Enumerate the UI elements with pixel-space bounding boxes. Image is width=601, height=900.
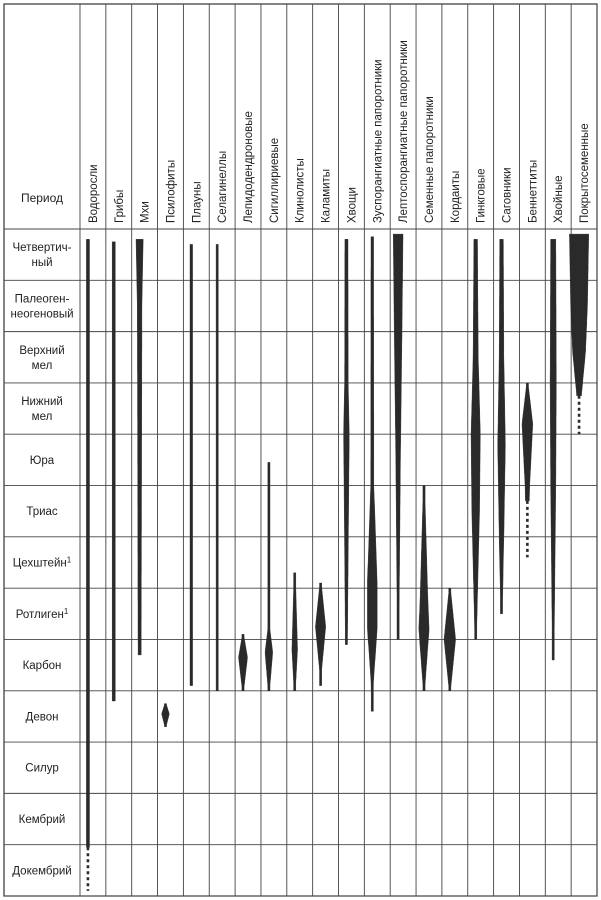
period-label: Триас (26, 506, 58, 519)
group-label-хвойные: Хвойные (553, 175, 566, 223)
period-label: Кембрий (18, 814, 66, 827)
period-label: Верхний (19, 344, 65, 357)
group-label-сигиллириевые: Сигиллириевые (268, 137, 281, 223)
period-label: Цехштейн$^1$ (12, 555, 72, 570)
range-bar-сигиллириевые (265, 462, 273, 690)
period-label: Юра (29, 454, 55, 467)
period-label: Докембрий (12, 865, 72, 878)
range-bar-беннеттиты (522, 383, 533, 501)
period-label: Карбон (22, 660, 62, 673)
range-bar-покрытосеменные (569, 234, 588, 396)
period-label: Палеоген- (14, 293, 70, 306)
range-bar-псилофиты (162, 704, 170, 727)
chart-frame (4, 4, 597, 896)
range-bar-лепидодендроновые (239, 634, 248, 691)
grid-lines (4, 4, 597, 896)
period-label: Ротлиген$^1$ (15, 606, 69, 621)
group-label-плауны: Плауны (191, 181, 204, 223)
period-label: неогеновый (10, 308, 74, 321)
group-label-псилофиты: Псилофиты (165, 159, 178, 223)
range-bar-каламиты (315, 583, 325, 686)
group-label-лепидодендроновые: Лепидодендроновые (243, 111, 256, 223)
range-bar-селагинеллы (216, 244, 218, 690)
period-label: мел (31, 359, 53, 372)
range-bar-хвойные (550, 239, 556, 660)
group-label-грибы: Грибы (113, 189, 126, 223)
range-bar-гинкговые (471, 239, 480, 639)
range-bar-водоросли (86, 239, 89, 847)
range-bar-зуспорангиатные-папоротники (367, 237, 377, 712)
period-header: Период (20, 191, 64, 205)
group-label-водоросли: Водоросли (87, 164, 100, 223)
period-footnote-mark: 1 (66, 555, 72, 564)
range-bar-клинолисты (292, 573, 298, 691)
period-label: ный (31, 257, 53, 270)
period-label: Силур (25, 762, 59, 775)
group-label-хвощи: Хвощи (346, 187, 359, 223)
range-bar-грибы (112, 242, 115, 701)
period-label: Нижний (21, 396, 63, 409)
group-label-семенные-папоротники: Семенные папоротники (423, 96, 436, 223)
range-bars (86, 234, 588, 891)
period-label: Девон (25, 711, 59, 724)
range-bar-мхи (136, 239, 143, 655)
range-bar-саговники (498, 239, 506, 614)
group-label-беннеттиты: Беннеттиты (527, 159, 540, 223)
range-bar-лептоспорангиатные-папоротники (393, 234, 403, 639)
period-footnote-mark: 1 (63, 606, 69, 616)
group-label-мхи: Мхи (139, 201, 152, 223)
range-bar-семенные-папоротники (419, 486, 429, 691)
group-label-саговники: Саговники (501, 167, 514, 223)
range-bar-хвощи (344, 239, 350, 644)
period-label: мел (31, 411, 53, 424)
group-label-покрытосеменные: Покрытосеменные (579, 123, 592, 223)
group-label-каламиты: Каламиты (320, 168, 333, 223)
range-bar-плауны (190, 244, 193, 685)
range-bar-кордаиты (444, 588, 456, 691)
group-label-кордаиты: Кордаиты (449, 170, 462, 223)
group-label-селагинеллы: Селагинеллы (217, 150, 230, 223)
group-label-клинолисты: Клинолисты (294, 158, 307, 223)
period-label: Четвертич- (12, 242, 72, 255)
group-label-зуспорангиатные-папоротники: Зуспорангиатные папоротники (372, 59, 385, 223)
group-label-гинкговые: Гинкговые (475, 168, 488, 223)
group-label-лептоспорангиатные-папоротники: Лептоспорангиатные папоротники (398, 40, 411, 223)
